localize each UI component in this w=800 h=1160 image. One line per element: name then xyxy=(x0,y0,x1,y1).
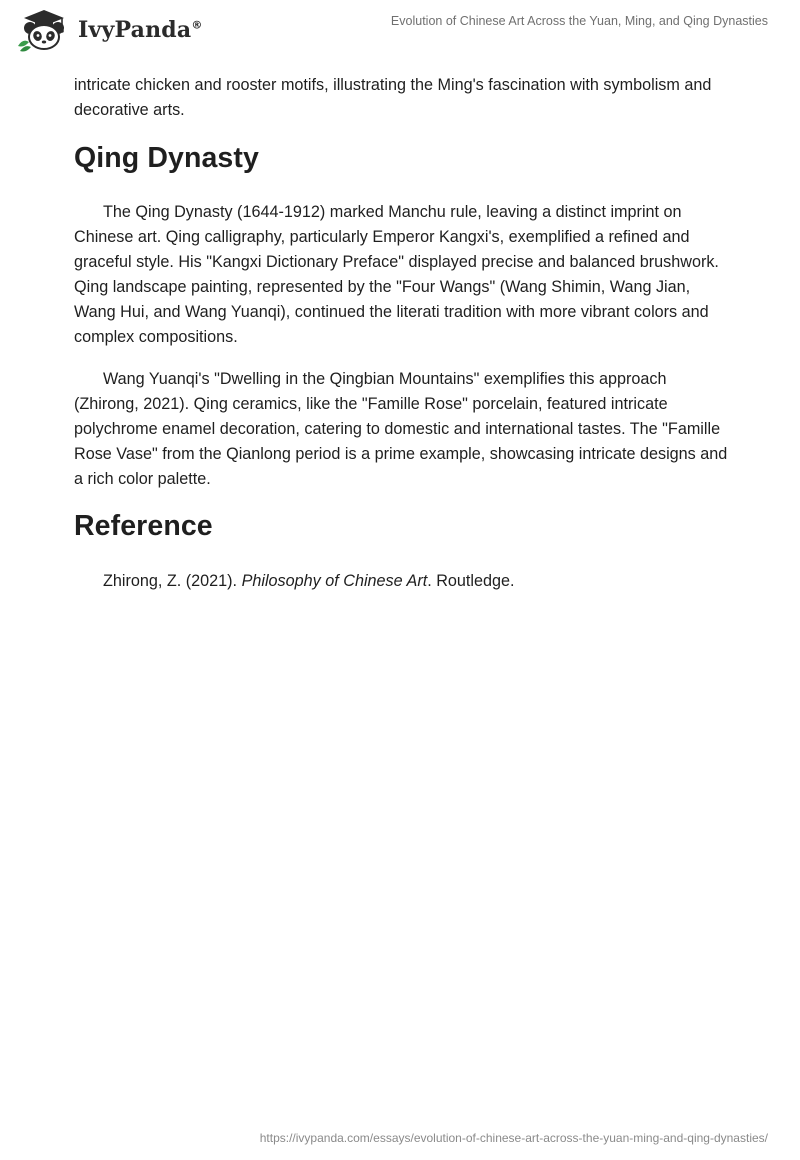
registered-mark: ® xyxy=(191,18,203,32)
page-header xyxy=(0,0,800,70)
logo-wordmark xyxy=(78,17,203,43)
body-paragraph: Wang Yuanqi's "Dwelling in the Qingbian Mountains" exemplifies this approach (Zhirong, 2021). Qing ceramics, like the "Famille Rose" porcelain, featured intricate polychrome enamel decoration, catering to domestic and international tastes. The "Famille Rose Vase" from the Qianlong period is a prime example, showcasing intricate designs and a rich color palette. xyxy=(74,370,728,488)
logo-text: IvyPanda xyxy=(78,17,192,43)
section-heading-qing-dynasty: Qing Dynasty xyxy=(74,142,259,174)
reference-title: Philosophy of Chinese Art xyxy=(241,572,428,590)
intro-paragraph: intricate chicken and rooster motifs, illustrating the Ming's fascination with symbolism and decorative arts. xyxy=(74,76,712,119)
document-title: Evolution of Chinese Art Across the Yuan, Ming, and Qing Dynasties xyxy=(390,14,768,28)
essay-content xyxy=(74,70,734,594)
body-paragraph: The Qing Dynasty (1644-1912) marked Manchu rule, leaving a distinct imprint on Chinese art. Qing calligraphy, particularly Emperor Kangxi's, exemplified a refined and graceful style. His "Kangxi Dictionary Preface" displayed precise and balanced brushwork. Qing landscape painting, represented by the "Four Wangs" (Wang Shimin, Wang Jian, Wang Hui, and Wang Yuanqi), continued the literati tradition with more vibrant colors and complex compositions. xyxy=(74,203,719,346)
panda-logo-icon xyxy=(14,8,74,52)
reference-publisher: . Routledge. xyxy=(427,572,515,590)
source-url[interactable]: https://ivypanda.com/essays/evolution-of-chinese-art-across-the-yuan-ming-and-qing-dynasties/ xyxy=(259,1131,768,1145)
ivypanda-logo[interactable] xyxy=(14,8,203,52)
reference-entry xyxy=(74,569,734,594)
section-heading-reference: Reference xyxy=(74,510,213,542)
reference-authors: Zhirong, Z. (2021). xyxy=(103,572,242,590)
